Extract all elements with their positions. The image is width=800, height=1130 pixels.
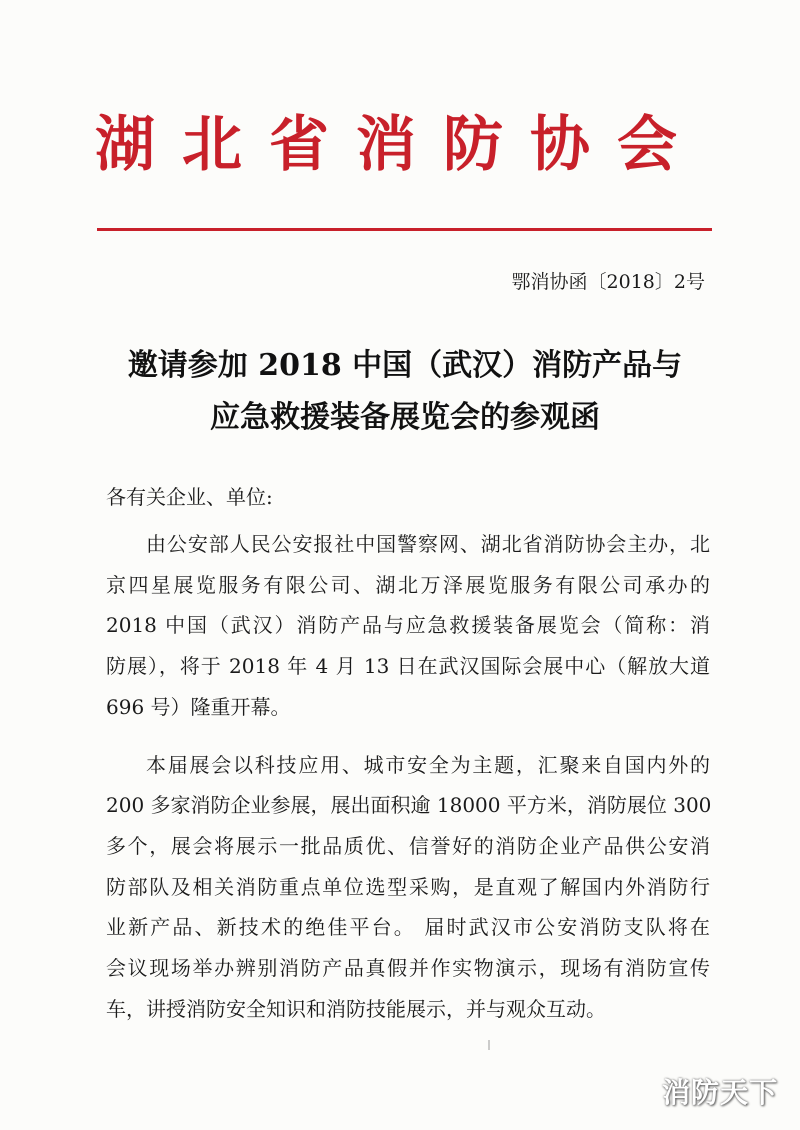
title-line-2: 应急救援装备展览会的参观函 — [210, 400, 600, 435]
document-number: 鄂消协函〔2018〕2号 — [511, 271, 705, 293]
paragraph-line: 2018 中国（武汉）消防产品与应急救援装备展览会（简称：消 — [106, 613, 710, 638]
organization-header: 湖北省消防协会 — [95, 110, 704, 180]
scan-artifact — [488, 1040, 490, 1050]
title-line-1: 邀请参加 2018 中国（武汉）消防产品与 — [127, 348, 683, 383]
paragraph-1 — [106, 524, 710, 728]
paragraph-gap — [106, 728, 710, 745]
paragraph-line: 业新产品、新技术的绝佳平台。 届时武汉市公安消防支队将在 — [106, 915, 710, 940]
red-divider-line — [97, 228, 712, 231]
paragraph-line: 京四星展览服务有限公司、湖北万泽展览服务有限公司承办的 — [106, 572, 710, 597]
paragraph-line: 200 多家消防企业参展，展出面积逾 18000 平方米，消防展位 300 — [106, 793, 712, 818]
salutation: 各有关企业、单位: — [106, 485, 273, 509]
paragraph-line: 由公安部人民公安报社中国警察网、湖北省消防协会主办，北 — [146, 532, 710, 556]
paragraph-line: 会议现场举办辨别消防产品真假并作实物演示，现场有消防宣传 — [106, 956, 710, 981]
paragraph-line: 本届展会以科技应用、城市安全为主题，汇聚来自国内外的 — [146, 752, 710, 777]
paragraph-line: 696 号）隆重开幕。 — [106, 694, 291, 719]
paragraph-line: 防展），将于 2018 年 4 月 13 日在武汉国际会展中心（解放大道 — [106, 654, 710, 679]
paragraph-line: 车，讲授消防安全知识和消防技能展示，并与观众互动。 — [106, 996, 606, 1021]
site-watermark: 消防天下 — [661, 1076, 778, 1109]
document-title — [95, 340, 715, 444]
paragraph-line: 防部队及相关消防重点单位选型采购，是直观了解国内外消防行 — [106, 874, 710, 899]
paragraph-line: 多个，展会将展示一批品质优、信誉好的消防企业产品供公安消 — [106, 833, 710, 858]
paragraph-2 — [106, 745, 710, 1030]
letter-body — [106, 524, 710, 1029]
